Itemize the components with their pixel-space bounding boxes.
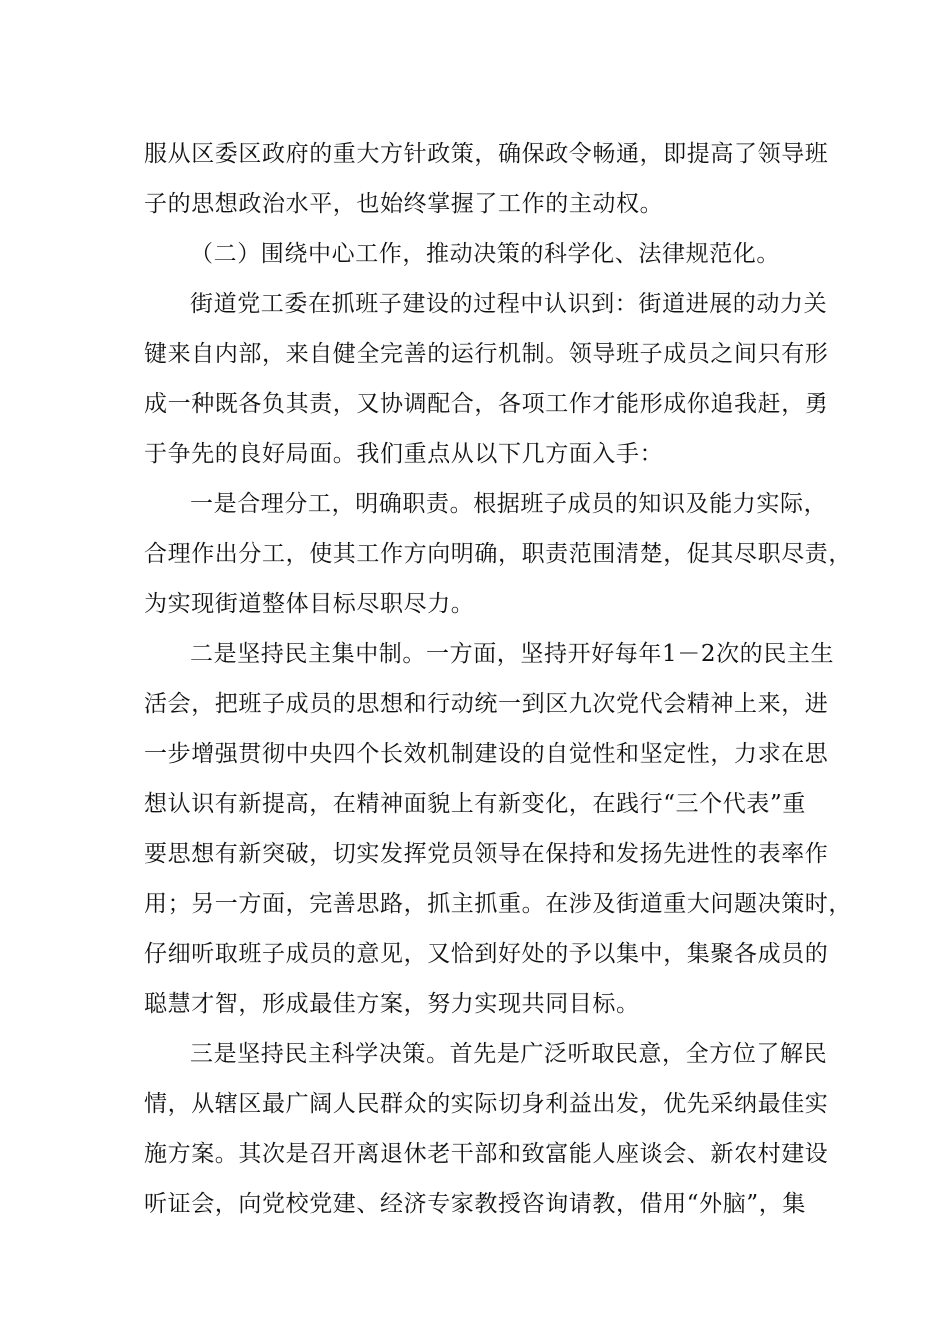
text-line: 用；另一方面，完善思路，抓主抓重。在涉及街道重大问题决策时， xyxy=(144,891,852,917)
text-line: 子的思想政治水平，也始终掌握了工作的主动权。 xyxy=(144,191,664,217)
text-line: 服从区委区政府的重大方针政策，确保政令畅通，即提高了领导班 xyxy=(144,141,829,167)
section-heading: （二）围绕中心工作，推动决策的科学化、法律规范化。 xyxy=(190,241,780,267)
text-line: 活会，把班子成员的思想和行动统一到区九次党代会精神上来，进 xyxy=(144,691,829,717)
text-line: 聪慧才智，形成最佳方案，努力实现共同目标。 xyxy=(144,991,640,1017)
text-line: 街道党工委在抓班子建设的过程中认识到：街道进展的动力关 xyxy=(190,291,828,317)
text-line: 仔细听取班子成员的意见，又恰到好处的予以集中，集聚各成员的 xyxy=(144,941,829,967)
text-line: 施方案。其次是召开离退休老干部和致富能人座谈会、新农村建设 xyxy=(144,1141,829,1167)
text-line: 要思想有新突破，切实发挥党员领导在保持和发扬先进性的表率作 xyxy=(144,841,829,867)
text-line: 一是合理分工，明确职责。根据班子成员的知识及能力实际， xyxy=(190,491,828,517)
text-line: 键来自内部，来自健全完善的运行机制。领导班子成员之间只有形 xyxy=(144,341,829,367)
text-line: 情，从辖区最广阔人民群众的实际切身利益出发，优先采纳最佳实 xyxy=(144,1091,829,1117)
text-line: 于争先的良好局面。我们重点从以下几方面入手： xyxy=(144,441,664,467)
text-line: 成一种既各负其责，又协调配合，各项工作才能形成你追我赶，勇 xyxy=(144,391,829,417)
text-line: 二是坚持民主集中制。一方面，坚持开好每年1－2次的民主生 xyxy=(190,641,835,667)
text-line: 合理作出分工，使其工作方向明确，职责范围清楚，促其尽职尽责， xyxy=(144,541,852,567)
text-line: 一步增强贯彻中央四个长效机制建设的自觉性和坚定性，力求在思 xyxy=(144,741,829,767)
text-line: 听证会，向党校党建、经济专家教授咨询请教，借用“外脑”，集 xyxy=(144,1191,806,1217)
text-line: 想认识有新提高，在精神面貌上有新变化，在践行“三个代表”重 xyxy=(144,791,806,817)
text-line: 为实现街道整体目标尽职尽力。 xyxy=(144,591,475,617)
text-line: 三是坚持民主科学决策。首先是广泛听取民意，全方位了解民 xyxy=(190,1041,828,1067)
